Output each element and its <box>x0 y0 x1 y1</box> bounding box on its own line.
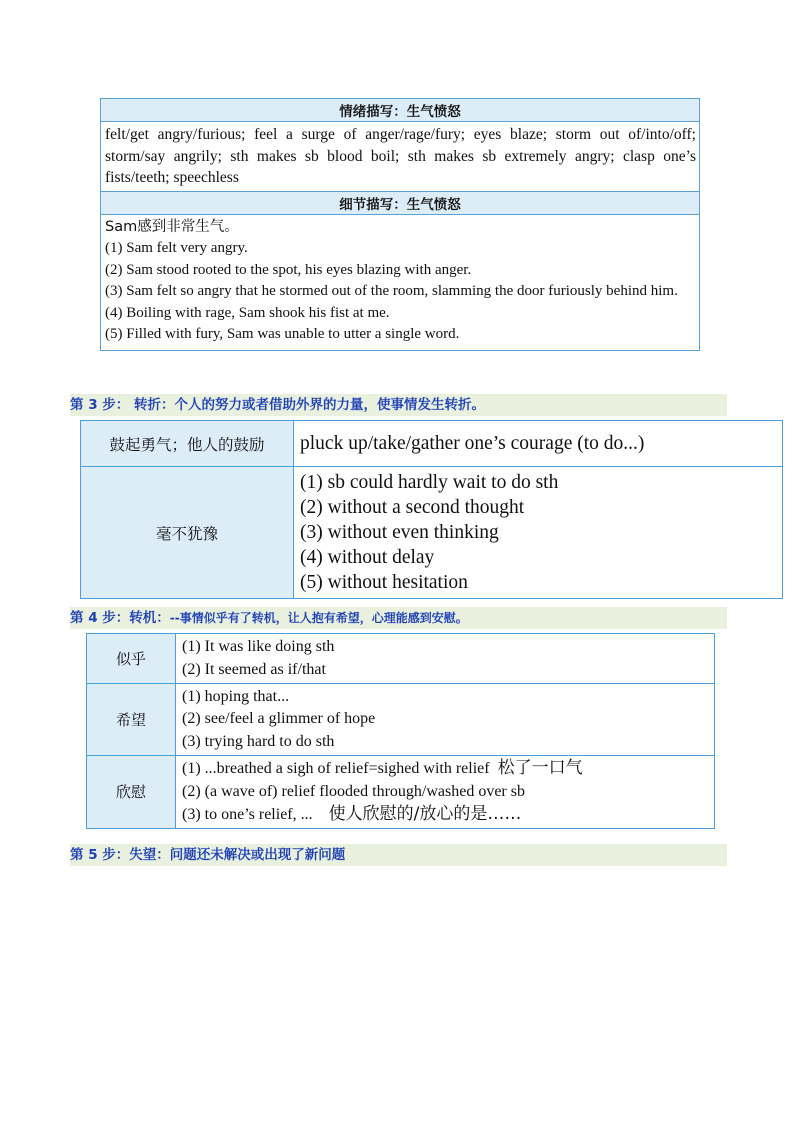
turning-point-table <box>80 420 783 599</box>
step-label: 第 4 步： <box>70 610 130 626</box>
step-text: 转机： <box>129 610 170 626</box>
step-label: 第 5 步： <box>70 847 130 863</box>
list-item: pluck up/take/gather one’s courage (to do...) <box>300 433 645 454</box>
anger-expressions: felt/get angry/furious; feel a surge of anger/rage/fury; eyes blaze; storm out of/into/off; storm/say angrily; sth makes sb blood boil; sth makes sb extremely angry; clasp one’s fists/teeth; speechless <box>101 122 700 192</box>
emotion-anger-table <box>100 98 700 351</box>
row-value <box>294 467 783 599</box>
step-4-heading <box>70 607 727 629</box>
list-item <box>182 803 708 827</box>
hope-relief-table <box>86 633 715 829</box>
row-label: 欣慰 <box>87 756 176 829</box>
list-item: (5) Filled with fury, Sam was unable to utter a single word. <box>105 326 460 342</box>
step-5-heading <box>70 844 727 866</box>
list-item: (3) without even thinking <box>300 522 499 543</box>
list-item: (1) Sam felt very angry. <box>105 240 248 256</box>
list-item: (1) sb could hardly wait to do sth <box>300 472 559 493</box>
list-item: (2) (a wave of) relief flooded through/washed over sb <box>182 782 525 800</box>
table-header: 细节描写：生气愤怒 <box>101 191 700 214</box>
step-label: 第 3 步： <box>70 397 130 413</box>
phrase-cn: 松了一口气 <box>497 758 583 778</box>
list-item: (3) trying hard to do sth <box>182 732 335 750</box>
list-item: (2) without a second thought <box>300 497 525 518</box>
list-item: (2) It seemed as if/that <box>182 660 326 678</box>
list-item: (1) hoping that... <box>182 687 290 705</box>
row-label: 毫不犹豫 <box>81 467 294 599</box>
phrase: (3) to one’s relief, ... <box>182 806 313 823</box>
phrase-cn: 使人欣慰的/放心的是…… <box>328 804 522 824</box>
step-text: 转折：个人的努力或者借助外界的力量，使事情发生转折。 <box>129 397 485 413</box>
phrase: (1) ...breathed a sigh of relief=sighed with relief <box>182 760 490 777</box>
row-value <box>176 634 715 684</box>
list-item: (3) Sam felt so angry that he stormed out of the room, slamming the door furiously behind him. <box>105 283 678 299</box>
row-label: 鼓起勇气；他人的鼓励 <box>81 421 294 467</box>
step-text: 失望：问题还未解决或出现了新问题 <box>129 847 346 863</box>
list-item: (4) Boiling with rage, Sam shook his fist at me. <box>105 304 390 321</box>
list-item: (5) without hesitation <box>300 572 468 593</box>
row-value <box>176 756 715 829</box>
table-header: 情绪描写：生气愤怒 <box>101 99 700 122</box>
list-item: (1) It was like doing sth <box>182 638 335 655</box>
list-item: (2) Sam stood rooted to the spot, his eyes blazing with anger. <box>105 261 472 278</box>
row-label: 希望 <box>87 684 176 756</box>
row-label: 似乎 <box>87 634 176 684</box>
list-item <box>182 757 708 781</box>
row-value <box>294 421 783 467</box>
anger-examples <box>101 214 700 350</box>
list-item: (2) see/feel a glimmer of hope <box>182 710 376 728</box>
step-3-heading <box>70 394 727 416</box>
example-intro: Sam感到非常生气。 <box>105 218 239 235</box>
row-value <box>176 684 715 756</box>
step-tail: --事情似乎有了转机，让人抱有希望，心理能感到安慰。 <box>169 611 468 625</box>
list-item: (4) without delay <box>300 547 435 568</box>
